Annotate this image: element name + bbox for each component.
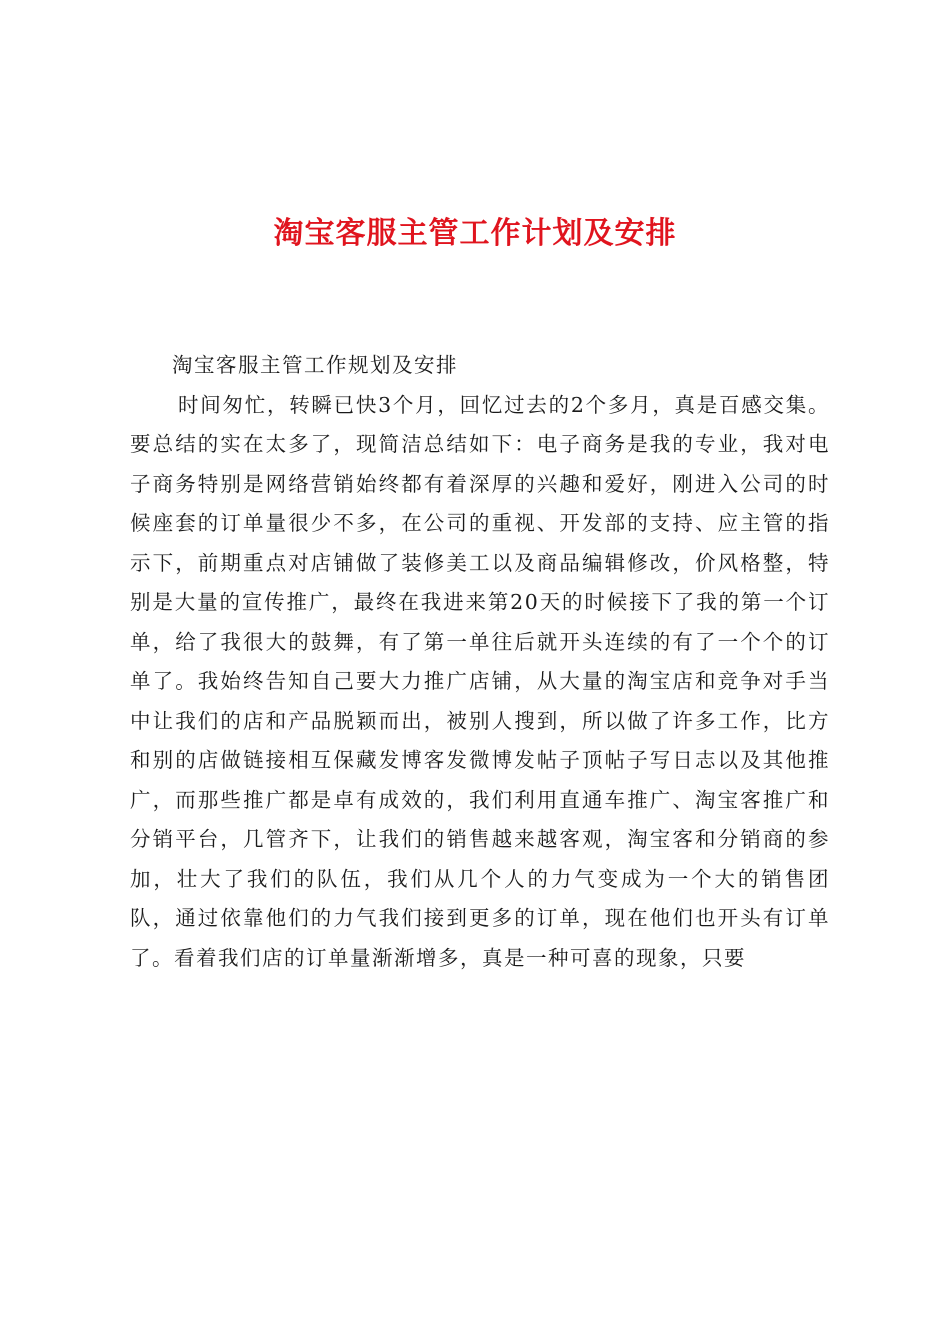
document-body	[130, 346, 830, 978]
document-subtitle: 淘宝客服主管工作规划及安排	[172, 353, 458, 377]
body-paragraph: 时间匆忙，转瞬已快3个月，回忆过去的2个多月，真是百感交集。要总结的实在太多了，现简洁总结如下：电子商务是我的专业，我对电子商务特别是网络营销始终都有着深厚的兴趣和爱好，刚进入公司的时候座套的订单量很少不多，在公司的重视、开发部的支持、应主管的指示下，前期重点对店铺做了装修美工以及商品编辑修改，价风格整，特别是大量的宣传推广，最终在我进来第20天的时候接下了我的第一个订单，给了我很大的鼓舞，有了第一单往后就开头连续的有了一个个的订单了。我始终告知自己要大力推广店铺，从大量的淘宝店和竞争对手当中让我们的店和产品脱颖而出，被别人搜到，所以做了许多工作，比方和别的店做链接相互保藏发博客发微博发帖子顶帖子写日志以及其他推广，而那些推广都是卓有成效的，我们利用直通车推广、淘宝客推广和分销平台，几管齐下，让我们的销售越来越客观，淘宝客和分销商的参加，壮大了我们的队伍，我们从几个人的力气变成为一个大的销售团队，通过依靠他们的力气我们接到更多的订单，现在他们也开头有订单了。看着我们店的订单量渐渐增多，真是一种可喜的现象，只要	[130, 392, 830, 970]
document-title: 淘宝客服主管工作计划及安排	[273, 216, 677, 251]
